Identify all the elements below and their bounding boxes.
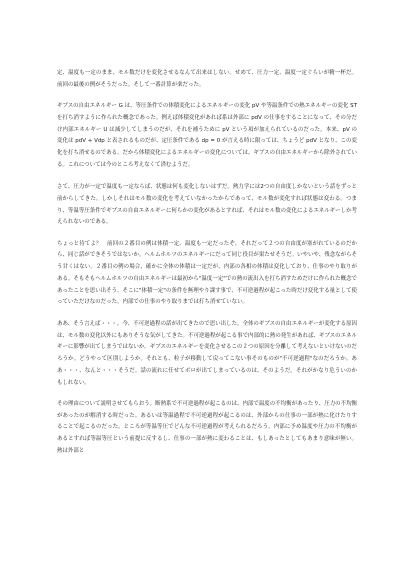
paragraph-1: 定、温度も一定のまま、モル数だけを変化させるなんて出来はしない。せめて、圧力一定、温度一定ぐらいが精一杯だ。前回の最後の例がそうだった。そして一番計算が楽だった。 [57, 70, 357, 88]
paragraph-6: その理由について説明させてもらおう。断熱系で不可逆過程が起こるのは、内部で温度の不均衡があったり、圧力の不均衡があったのが解消する時だった。あるいは等温過程で不可逆過程が起こるのは、外部からの仕事の一部が熱に化けたりすることで起こるのだった。ところが等温等圧でどんな不可逆過程が考えられるだろう。内部に予め温度や圧力の不均衡があるとすれば等温等圧という前提に反するし、仕事の一部が熱に変わることは、もしあったとしてもあまり意味が無い。熱は外部と [57, 400, 358, 454]
paragraph-5: ああ、そう言えば・・・。今、不可逆過程の話が出てきたので思い出した。全体のギブスの自由エネルギーが変化する原因は、モル数の変化以外にもありそうな気がしてきた。不可逆過程が起こる事で内部的に熱の発生があれば、ギブスのエネルギーに影響が出てしまうではないか。ギブスのエネルギーを変化させるこの２つの原因を分離して考えないといけないのだろうか。どうやって区別しようか。それとも、粒子が移動して戻ってこない事そのものが"不可逆過程"なのだろうか。ああ・・・、なんと・・・そうだ。話の流れに任せてボロが出てしまっているのは、そのようだ。それがかなり危ういのかもしれない。 [57, 320, 357, 386]
paragraph-3: さて、圧力が一定で温度も一定ならば、状態は何も変化しないはずだ。熱力学には2つの自由度しかないという話をずっと前からしてきた。しかしそれはモル数の変化を考えていなかったからであって、モル数が変化すれば状態は変わる。つまり、等温等圧条件でギブスの自由エネルギーに何らかの変化があるとすれば、それはモル数の変化によるエネルギーしか考えられないのである。 [57, 184, 357, 226]
paragraph-4: ちょっと待てよ？ 前回の２番目の例は体積一定、温度も一定だったぞ。それだって２つの自由度が塞がれているのだから、同じ話ができそうではないか。ヘルムホルツのエネルギーにだって同じ役目が果たせそうだ。いやいや、残念ながらそう甘くはない。２番目の例の場合、確かに全体の体積は一定だが、内部の各相の体積は変化しており、仕事のやり取りがある。そもそもヘルムホルツの自由エネルギーは最初から"温度一定"での熱の流出入を打ち消すためだけに作られた概念であったことを思い出そう。そこに"体積一定"の条件を無理やり課す事で、不可逆過程が起こった時だけ変化する量として使っていただけなのだった。内部での仕事のやり取りまでは打ち消せていない。 [57, 240, 357, 306]
document-page [57, 68, 357, 458]
paragraph-2: ギブスの自由エネルギー G は、等圧条件での体積変化によるエネルギーの変化 pV や等温条件での熱エネルギーの変化 ST を打ち消すように作られた概念であった。例えば体積変化があれば系は外部に pdV の仕事をすることになって、その分だけ内部エネルギー U は減少してしまうのだが、それを補うために pV という項が加えられているのだった。本来、pV の変化は pdV + Vdp と表されるものだが、定圧条件である dp = 0 が言える時に限っては、ちょうど pdV となり、この変化を打ち消せるのである。だから体積変化によるエネルギーの変化については、ギブスの自由エネルギーから除外されている。これについては今のところ考えなくて済むようだ。 [57, 103, 357, 168]
